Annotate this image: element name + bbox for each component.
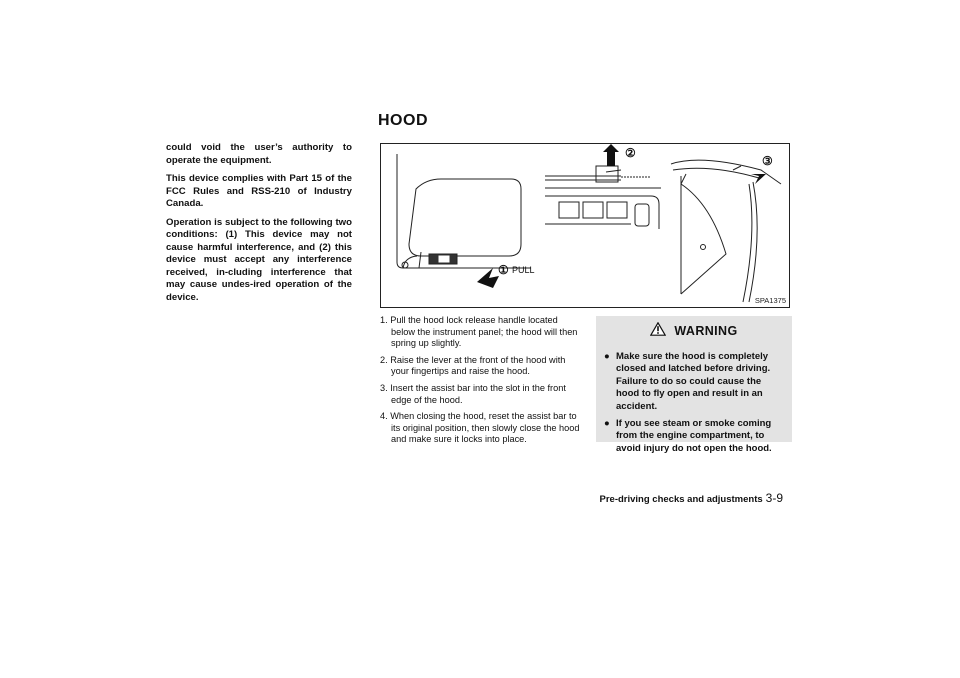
warning-item-text: Make sure the hood is completely closed and latched before driving. Failure to do so could cause the hood to fly open and result in an accident. — [616, 351, 771, 412]
hood-opening-steps — [380, 315, 580, 451]
step-4: 4. When closing the hood, reset the assist bar to its original position, then slowly close the hood and make sure it locks into place. — [380, 411, 580, 445]
chapter-title: Pre-driving checks and adjustments — [599, 494, 763, 505]
callout-1: ① — [498, 263, 509, 277]
figure-id: SPA1375 — [754, 296, 786, 305]
release-handle-illustration — [397, 154, 531, 268]
warning-icon — [650, 322, 666, 341]
warning-item — [604, 418, 786, 455]
hood-release-illustration — [381, 144, 789, 307]
pull-label: PULL — [512, 265, 535, 275]
hood-lever-illustration — [545, 166, 661, 229]
hood-release-figure — [380, 143, 790, 308]
step-2: 2. Raise the lever at the front of the hood with your fingertips and raise the hood. — [380, 354, 566, 377]
step-3: 3. Insert the assist bar into the slot in the front edge of the hood. — [380, 382, 566, 405]
lift-arrow-2 — [603, 144, 619, 166]
callout-2: ② — [625, 146, 636, 160]
section-title: HOOD — [378, 112, 428, 129]
warning-title: WARNING — [674, 324, 738, 338]
step-1: 1. Pull the hood lock release handle located below the instrument panel; the hood will then spring up slightly. — [380, 315, 578, 349]
paragraph-2: This device complies with Part 15 of the FCC Rules and RSS-210 of Industry Canada. — [166, 173, 352, 209]
warning-box — [596, 316, 792, 454]
warning-list — [604, 351, 786, 460]
bullet: ● — [604, 351, 610, 362]
page-number: 3-9 — [765, 491, 783, 505]
warning-item-text: If you see steam or smoke coming from the engine compartment, to avoid injury do not open the hood. — [616, 418, 772, 454]
page-footer — [583, 489, 783, 507]
assist-bar-illustration — [671, 160, 781, 302]
warning-header — [596, 319, 792, 343]
paragraph-1: could void the user’s authority to operate the equipment. — [166, 142, 352, 166]
warning-item — [604, 351, 786, 413]
bullet: ● — [604, 418, 610, 430]
pull-arrow — [477, 268, 499, 288]
left-column-text — [166, 142, 352, 310]
paragraph-3: Operation is subject to the following two conditions: (1) This device may not cause harmful interference, and (2) this device must accept any interference received, in-cluding interference that may cause undes-ired operation of the device. — [166, 216, 352, 303]
callout-3: ③ — [762, 154, 773, 168]
